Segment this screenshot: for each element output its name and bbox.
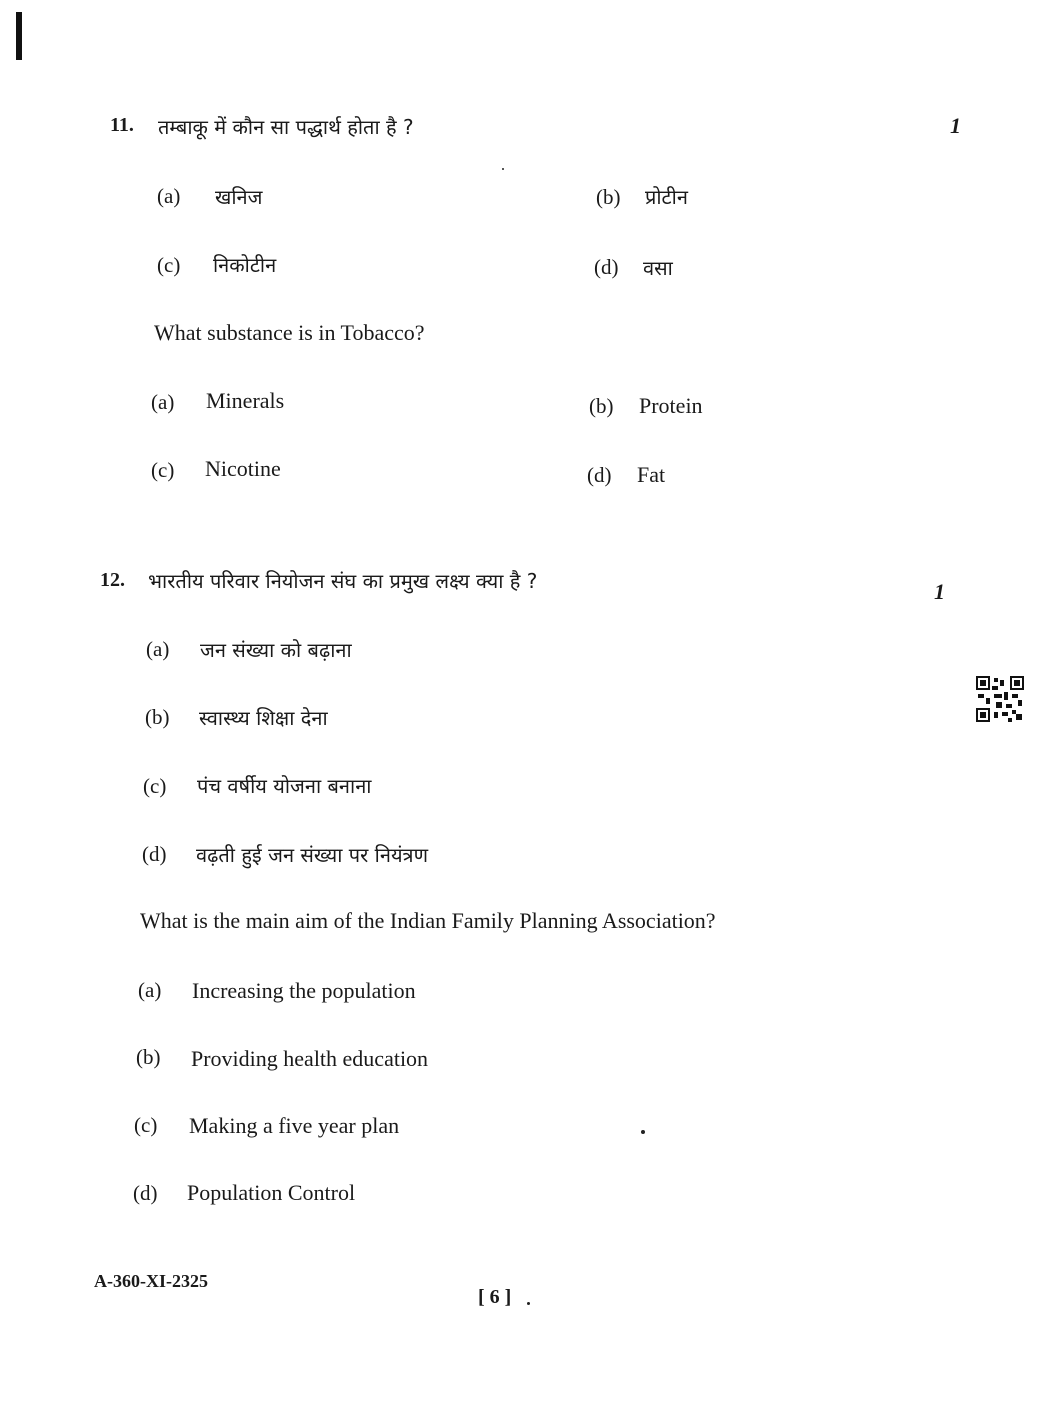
q11-english-option-d-label: (d) [587,463,612,487]
q12-hindi-option-c-label: (c) [143,774,167,798]
q11-english-option-a-text: Minerals [206,388,285,413]
question-12-marks: 1 [934,579,945,604]
page-number: [ 6 ] [478,1286,512,1308]
q11-hindi-option-d-label: (d) [594,255,619,279]
q12-hindi-option-d-label: (d) [142,842,167,866]
ink-speck [502,168,504,170]
q11-hindi-option-a-label: (a) [157,184,181,208]
question-12-hindi-text: भारतीय परिवार नियोजन संघ का प्रमुख लक्ष्य क्या है ? [148,569,538,593]
question-12-number: 12. [100,569,125,591]
q12-english-option-a-label: (a) [138,978,162,1002]
ink-speck [527,1302,530,1305]
q11-hindi-option-c-text: निकोटीन [213,253,277,277]
question-11-marks: 1 [950,113,961,138]
q11-english-option-b-text: Protein [639,393,703,418]
q11-english-option-a-label: (a) [151,390,175,414]
q12-english-option-a-text: Increasing the population [192,978,416,1003]
q11-hindi-option-c-label: (c) [157,253,181,277]
q11-english-option-d-text: Fat [637,462,666,487]
question-11-hindi-text: तम्बाकू में कौन सा पद्धार्थ होता है ? [158,115,414,139]
q12-english-option-c-text: Making a five year plan [189,1113,400,1138]
q12-hindi-option-d-text: वढ़ती हुई जन संख्या पर नियंत्रण [196,843,429,867]
q12-english-option-d-label: (d) [133,1181,158,1205]
q11-english-option-c-label: (c) [151,458,175,482]
q11-hindi-option-b-text: प्रोटीन [645,185,688,209]
q12-english-option-d-text: Population Control [187,1180,356,1205]
question-12-english-text: What is the main aim of the Indian Family Planning Association? [140,908,716,933]
binding-mark [16,12,22,60]
q12-hindi-option-a-label: (a) [146,637,170,661]
q11-hindi-option-d-text: वसा [643,256,673,280]
paper-code: A-360-XI-2325 [94,1271,208,1291]
q12-english-option-b-text: Providing health education [191,1046,429,1071]
qr-code-icon [976,676,1024,722]
q12-english-option-b-label: (b) [136,1045,161,1069]
question-11-number: 11. [110,114,134,136]
q11-hindi-option-b-label: (b) [596,185,621,209]
q11-english-option-c-text: Nicotine [205,456,281,481]
q12-hindi-option-b-label: (b) [145,705,170,729]
q11-hindi-option-a-text: खनिज [215,185,263,209]
ink-speck [641,1130,645,1134]
q12-hindi-option-a-text: जन संख्या को बढ़ाना [200,638,352,662]
q12-english-option-c-label: (c) [134,1113,158,1137]
q12-hindi-option-c-text: पंच वर्षीय योजना बनाना [197,774,372,798]
q12-hindi-option-b-text: स्वास्थ्य शिक्षा देना [199,706,328,730]
question-11-english-text: What substance is in Tobacco? [154,320,425,345]
q11-english-option-b-label: (b) [589,394,614,418]
